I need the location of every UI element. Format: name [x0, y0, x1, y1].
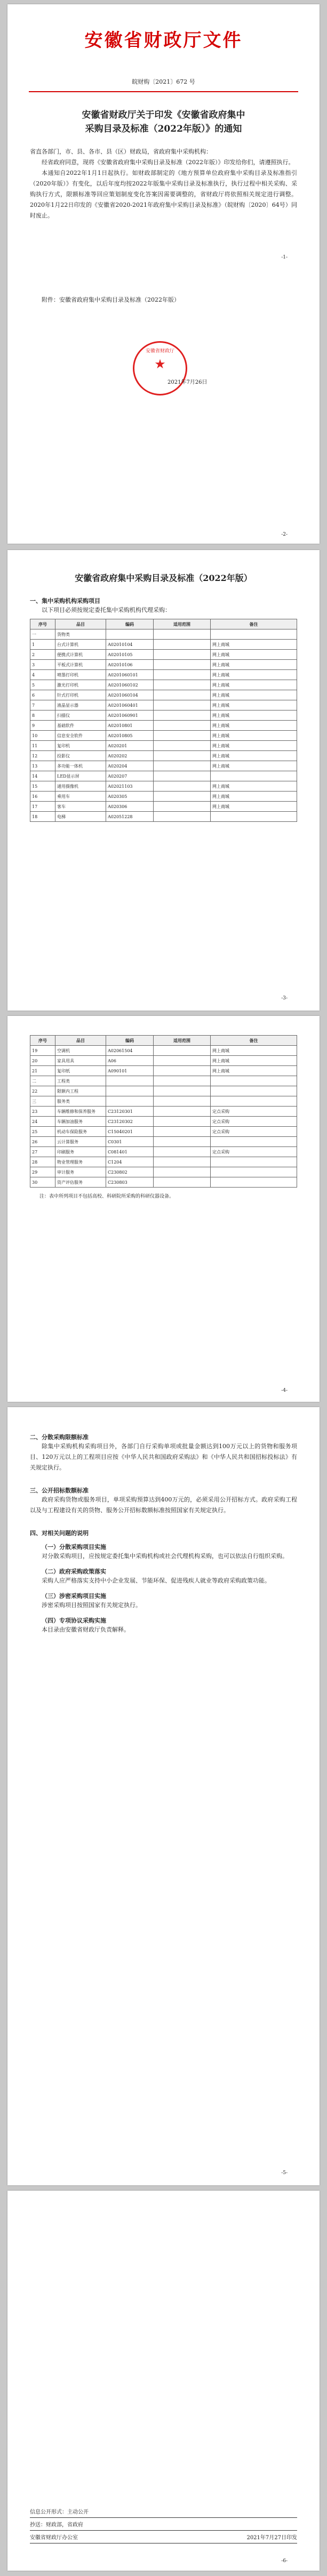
table-cell: 三: [30, 1096, 55, 1107]
table-row: [30, 690, 297, 700]
table-cell: 电梯: [55, 812, 106, 822]
table-cell: [154, 710, 211, 721]
table-row: [30, 1177, 297, 1188]
subsection-1-text: 对分散采购项目，应按规定委托集中采购机构或社会代理机构采购，也可以依法自行组织采购。: [42, 1553, 288, 1560]
table-cell: 网上商城: [211, 660, 297, 670]
table-cell: [154, 741, 211, 751]
table-column-header: 序号: [30, 1036, 55, 1046]
subsection-4-text: 本目录由安徽省财政厅负责解释。: [42, 1626, 130, 1633]
table-row: [30, 660, 297, 670]
table-cell: 24: [30, 1117, 55, 1127]
table-cell: [106, 1096, 154, 1107]
table-row: [30, 710, 297, 721]
table-cell: 30: [30, 1177, 55, 1188]
table-cell: 客车: [55, 802, 106, 812]
table-cell: 3: [30, 660, 55, 670]
table-cell: [106, 1076, 154, 1086]
table-cell: 2: [30, 650, 55, 660]
table-cell: 10: [30, 731, 55, 741]
table-cell: C230802: [106, 1167, 154, 1177]
table-cell: 网上商城: [211, 690, 297, 700]
table-cell: 网上商城: [211, 751, 297, 761]
table-cell: 复印机: [55, 741, 106, 751]
table-row: [30, 771, 297, 781]
table-cell: 喷墨打印机: [55, 670, 106, 680]
table-cell: C23120301: [106, 1107, 154, 1117]
table-row: [30, 1127, 297, 1137]
table-cell: LED显示屏: [55, 771, 106, 781]
table-cell: 网上商城: [211, 741, 297, 751]
table-cell: 5: [30, 680, 55, 690]
table-column-header: 备注: [211, 1036, 297, 1046]
page-4: [7, 1407, 320, 2185]
table-cell: 网上商城: [211, 731, 297, 741]
table-cell: A020202: [106, 751, 154, 761]
table-cell: 台式计算机: [55, 640, 106, 650]
table-row: [30, 1096, 297, 1107]
section-3-text: 政府采购货物或服务项目，单项采购预算达到400万元的，必须采用公开招标方式。政府采购工程以及与工程建设有关的货物、服务公开招标数额标准按照国家有关规定执行。: [30, 1496, 297, 1514]
page-number: -3-: [281, 996, 288, 1001]
star-icon: ★: [154, 357, 166, 372]
table-cell: 乘用车: [55, 792, 106, 802]
table-row: [30, 650, 297, 660]
table-cell: 9: [30, 721, 55, 731]
table-cell: A0201060401: [106, 700, 154, 710]
table-cell: 网上商城: [211, 721, 297, 731]
table-cell: 16: [30, 792, 55, 802]
table-cell: 11: [30, 741, 55, 751]
table-cell: A090101: [106, 1066, 154, 1076]
subsection-1-heading: （一）分散采购项目实施: [42, 1544, 106, 1551]
table-cell: 1: [30, 640, 55, 650]
table-cell: 15: [30, 781, 55, 792]
table-cell: 14: [30, 771, 55, 781]
table-header-row: [30, 1036, 297, 1046]
table-row: [30, 1107, 297, 1117]
table-cell: A06: [106, 1056, 154, 1066]
page-number: -4-: [281, 1388, 288, 1393]
notice-paragraph-2: 本通知自2022年1月1日起执行。如财政部制定的《地方预算单位政府集中采购目录及标准指引（2020年版）》有变化，以后年度均按2022年版集中采购目录及标准执行，执行过程中相关采购、采购执行方式，限额标准等回应策划制度变化答案因需要调整的，省财政厅将依照相关规定进行调整。2020年1月22日印发的《安徽省2020-2021年政府集中采购目录及标准》（皖财购〔2020〕64号）同时废止。: [30, 169, 297, 219]
table-cell: 家具用具: [55, 1056, 106, 1066]
sign-date: 2021年7月26日: [168, 379, 208, 385]
table-cell: [154, 1086, 211, 1096]
table-cell: 网上商城: [211, 802, 297, 812]
table-cell: A02010106: [106, 660, 154, 670]
table-cell: [154, 1066, 211, 1076]
table-cell: [154, 670, 211, 680]
section-1-heading: 一、集中采购机构采购项目: [30, 597, 100, 604]
table-row: [30, 670, 297, 680]
table-row: [30, 1066, 297, 1076]
table-cell: [211, 1086, 297, 1096]
table-cell: [154, 1127, 211, 1137]
table-cell: [154, 1167, 211, 1177]
table-cell: A0201060901: [106, 710, 154, 721]
page-number: -2-: [281, 532, 288, 537]
table-cell: [154, 650, 211, 660]
table-cell: A02061504: [106, 1046, 154, 1056]
table-row: [30, 629, 297, 640]
table-cell: [154, 1096, 211, 1107]
table-cell: 通用摄像机: [55, 781, 106, 792]
table-cell: A02010104: [106, 640, 154, 650]
table-cell: 定点采购: [211, 1117, 297, 1127]
table-cell: 车辆加油服务: [55, 1117, 106, 1127]
table-cell: 空调机: [55, 1046, 106, 1056]
table-cell: 网上商城: [211, 640, 297, 650]
subsection-2-heading: （二）政府采购政策落实: [42, 1568, 106, 1575]
section-3-heading: 三、公开招标数额标准: [30, 1487, 89, 1494]
table-cell: 21: [30, 1066, 55, 1076]
page-number: -1-: [281, 255, 288, 260]
table-cell: A0201060102: [106, 680, 154, 690]
table-cell: 网上商城: [211, 650, 297, 660]
table-cell: 激光打印机: [55, 680, 106, 690]
table-cell: 23: [30, 1107, 55, 1117]
subsection-4-heading: （四）专项协议采购实施: [42, 1617, 106, 1624]
table-cell: 网上商城: [211, 1056, 297, 1066]
page-number: -6-: [281, 2558, 288, 2564]
table-cell: 资产评估服务: [55, 1177, 106, 1188]
table-cell: [211, 1076, 297, 1086]
attachment-line: 附件：安徽省政府集中采购目录及标准（2022年版）: [42, 296, 180, 303]
table-cell: A02010805: [106, 731, 154, 741]
table-cell: [154, 802, 211, 812]
notice-title: 安徽省财政厅关于印发《安徽省政府集中 采购目录及标准（2022年版）》的通知: [82, 110, 245, 134]
table-cell: [154, 640, 211, 650]
table-cell: 20: [30, 1056, 55, 1066]
table-cell: 22: [30, 1086, 55, 1096]
table-cell: 25: [30, 1127, 55, 1137]
table-cell: [154, 812, 211, 822]
table-cell: A020207: [106, 771, 154, 781]
table-cell: [154, 680, 211, 690]
table-cell: [154, 1137, 211, 1147]
table-cell: 网上商城: [211, 680, 297, 690]
table-cell: 12: [30, 751, 55, 761]
table-cell: [211, 1096, 297, 1107]
table-cell: 限额内工程: [55, 1086, 106, 1096]
table-cell: C0301: [106, 1137, 154, 1147]
table-cell: [154, 731, 211, 741]
section-1-intro: 以下项目必须按规定委托集中采购机构代理采购：: [42, 607, 171, 613]
table-cell: 网上商城: [211, 792, 297, 802]
page-5: [7, 2191, 320, 2571]
table-cell: A02021103: [106, 781, 154, 792]
table-cell: [154, 1177, 211, 1188]
table-cell: 基础软件: [55, 721, 106, 731]
table-cell: A0201060104: [106, 690, 154, 700]
table-cell: 工程类: [55, 1076, 106, 1086]
table-row: [30, 700, 297, 710]
table-row: [30, 802, 297, 812]
table-cell: C23120302: [106, 1117, 154, 1127]
table-column-header: 编码: [106, 619, 154, 629]
table-cell: 云计算服务: [55, 1137, 106, 1147]
table-cell: 28: [30, 1157, 55, 1167]
table-row: [30, 1046, 297, 1056]
table-cell: 机动车保险服务: [55, 1127, 106, 1137]
table-cell: C081401: [106, 1147, 154, 1157]
catalog-title: 安徽省政府集中采购目录及标准（2022年版）: [75, 573, 252, 583]
table-column-header: 适用范围: [154, 1036, 211, 1046]
table-cell: C15040201: [106, 1127, 154, 1137]
subsection-3-heading: （三）涉密采购项目实施: [42, 1593, 106, 1600]
table-cell: A020306: [106, 802, 154, 812]
table-row: [30, 1076, 297, 1086]
table-cell: [211, 812, 297, 822]
table-cell: 定点采购: [211, 1127, 297, 1137]
disclosure-line: 信息公开形式：主动公开: [30, 2509, 89, 2515]
section-4-heading: 四、对相关问题的说明: [30, 1530, 89, 1537]
page-number: -5-: [281, 2170, 288, 2176]
table-cell: [154, 700, 211, 710]
table-cell: [106, 629, 154, 640]
table-column-header: 备注: [211, 619, 297, 629]
table-column-header: 序号: [30, 619, 55, 629]
table-column-header: 品目: [55, 1036, 106, 1046]
table-row: [30, 751, 297, 761]
table-cell: 7: [30, 700, 55, 710]
table-cell: [154, 751, 211, 761]
table-cell: [106, 1086, 154, 1096]
table-row: [30, 781, 297, 792]
table-row: [30, 640, 297, 650]
table-cell: [211, 629, 297, 640]
page-2: [7, 550, 320, 1011]
table-cell: [211, 1177, 297, 1188]
table-cell: 网上商城: [211, 1046, 297, 1056]
table-row: [30, 1086, 297, 1096]
table-cell: [154, 771, 211, 781]
table-cell: A02051228: [106, 812, 154, 822]
table-row: [30, 680, 297, 690]
table-row: [30, 1056, 297, 1066]
table-cell: C1204: [106, 1157, 154, 1167]
table-cell: [154, 721, 211, 731]
table-cell: 4: [30, 670, 55, 680]
table-cell: 复印纸: [55, 1066, 106, 1076]
table-cell: A02010801: [106, 721, 154, 731]
table-cell: 投影仪: [55, 751, 106, 761]
table-cell: 便携式计算机: [55, 650, 106, 660]
table-cell: [154, 1046, 211, 1056]
table-cell: 18: [30, 812, 55, 822]
table-cell: 26: [30, 1137, 55, 1147]
table-cell: [154, 660, 211, 670]
issuer-line: 安徽省财政厅办公室 2021年7月27日印发: [30, 2535, 297, 2541]
table-cell: A02010105: [106, 650, 154, 660]
table-cell: [154, 1147, 211, 1157]
table-cell: [211, 1137, 297, 1147]
section-2-text: 除集中采购机构采购项目外，各部门自行采购单项或批量金额达到100万元以上的货物和服务项目、120万元以上的工程项目应按《中华人民共和国政府采购法》和《中华人民共和国招标投标法》有关规定执行。: [30, 1443, 297, 1471]
table-cell: 网上商城: [211, 781, 297, 792]
document-number: 皖财购〔2021〕672 号: [132, 78, 195, 85]
table-cell: [154, 1107, 211, 1117]
section-2-heading: 二、分散采购限额标准: [30, 1434, 89, 1441]
table-row: [30, 741, 297, 751]
table-cell: 定点采购: [211, 1147, 297, 1157]
table-cell: [154, 761, 211, 771]
table-cell: A020204: [106, 761, 154, 771]
table-cell: 印刷服务: [55, 1147, 106, 1157]
table-row: [30, 792, 297, 802]
table-cell: 13: [30, 761, 55, 771]
table-cell: 多功能一体机: [55, 761, 106, 771]
table-row: [30, 731, 297, 741]
table-cell: 扫描仪: [55, 710, 106, 721]
page-3: [7, 1016, 320, 1402]
table-cell: [154, 1056, 211, 1066]
table-cell: [154, 1157, 211, 1167]
subsection-3-text: 涉密采购项目按照国家有关规定执行。: [42, 1602, 141, 1609]
table-cell: 审计服务: [55, 1167, 106, 1177]
table-cell: 17: [30, 802, 55, 812]
table-row: [30, 1117, 297, 1127]
table-column-header: 适用范围: [154, 619, 211, 629]
table-cell: A020305: [106, 792, 154, 802]
table-row: [30, 1137, 297, 1147]
table-cell: A020201: [106, 741, 154, 751]
catalog-table-part-2: [30, 1035, 297, 1188]
catalog-table-part-1: [30, 619, 297, 822]
table-cell: 平板式计算机: [55, 660, 106, 670]
table-cell: 19: [30, 1046, 55, 1056]
table-cell: [154, 690, 211, 700]
table-row: [30, 721, 297, 731]
table-cell: [154, 781, 211, 792]
table-row: [30, 1147, 297, 1157]
table-header-row: [30, 619, 297, 629]
table-cell: 定点采购: [211, 1107, 297, 1117]
table-cell: [154, 1117, 211, 1127]
cc-line: 抄送：财政部，省政府: [30, 2522, 83, 2528]
table-cell: 网上商城: [211, 761, 297, 771]
table-cell: 针式打印机: [55, 690, 106, 700]
official-seal: 安徽省财政厅 ★: [133, 341, 187, 395]
table-cell: [211, 1167, 297, 1177]
table-row: [30, 1167, 297, 1177]
table-cell: 信息安全软件: [55, 731, 106, 741]
table-cell: 29: [30, 1167, 55, 1177]
table-cell: 液晶显示器: [55, 700, 106, 710]
table-cell: 网上商城: [211, 670, 297, 680]
table-cell: 网上商城: [211, 1066, 297, 1076]
notice-paragraph-1: 经省政府同意，现将《安徽省政府集中采购目录及标准（2022年版）》印发给你们，请遵照执行。: [42, 159, 294, 166]
table-cell: 服务类: [55, 1096, 106, 1107]
table-cell: 6: [30, 690, 55, 700]
table-row: [30, 1157, 297, 1167]
table-cell: 物业管理服务: [55, 1157, 106, 1167]
red-divider: [29, 91, 298, 92]
table-column-header: 编码: [106, 1036, 154, 1046]
table-cell: 二: [30, 1076, 55, 1086]
page-1: [7, 4, 320, 544]
table-row: [30, 812, 297, 822]
table-cell: [211, 771, 297, 781]
table-cell: 货物类: [55, 629, 106, 640]
table-cell: A0201060101: [106, 670, 154, 680]
subsection-2-text: 采购人应严格落实支持中小企业发展、节能环保、促进残疾人就业等政府采购政策功能。: [42, 1577, 270, 1584]
table-cell: 车辆维修和保养服务: [55, 1107, 106, 1117]
table-cell: [211, 1157, 297, 1167]
table-cell: 8: [30, 710, 55, 721]
table-cell: 一: [30, 629, 55, 640]
table-note: 注：表中所列项目不包括高校、科研院所采购的科研仪器设备。: [39, 1194, 174, 1199]
table-cell: [154, 1076, 211, 1086]
salutation: 省直各部门，市、县、各市、县（区）财政局，省政府集中采购机构：: [30, 148, 212, 155]
table-column-header: 品目: [55, 619, 106, 629]
table-cell: C230803: [106, 1177, 154, 1188]
document-header-title: 安徽省财政厅文件: [84, 30, 243, 51]
table-cell: 27: [30, 1147, 55, 1157]
table-cell: 网上商城: [211, 710, 297, 721]
table-cell: [154, 792, 211, 802]
table-cell: [154, 629, 211, 640]
table-row: [30, 761, 297, 771]
table-cell: 网上商城: [211, 700, 297, 710]
